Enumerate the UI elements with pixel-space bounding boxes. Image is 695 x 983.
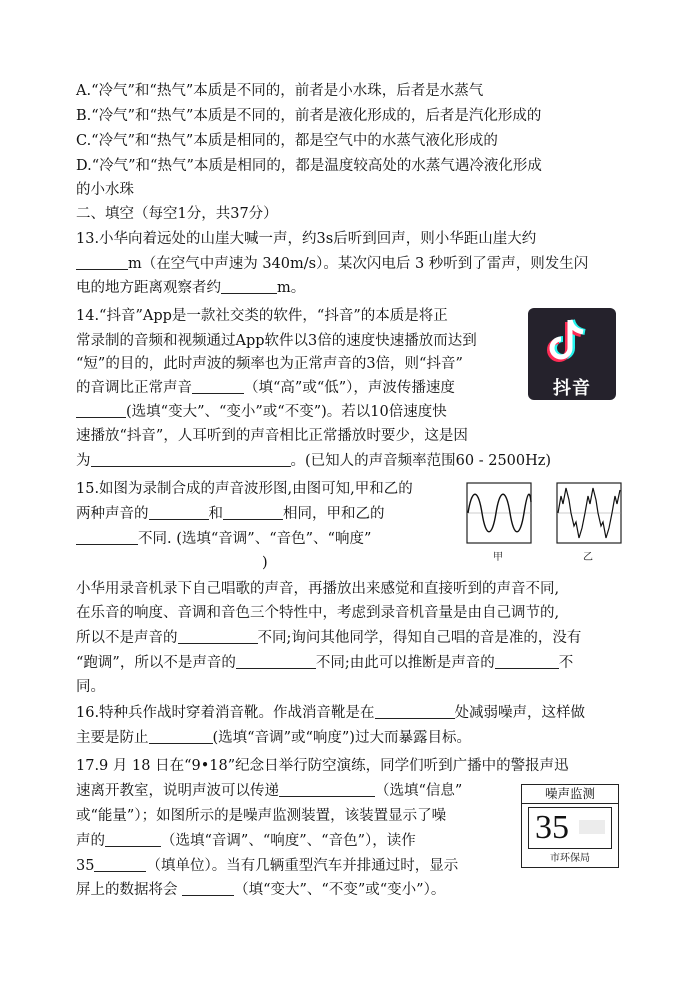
q15-para-line5: 同。 <box>76 679 105 695</box>
q15-line2: 两种声音的 和 相同，甲和乙的 <box>76 506 385 522</box>
caption-jia: 甲 <box>493 552 503 563</box>
logo-text: 抖音 <box>553 378 591 399</box>
q17-blank-4[interactable] <box>182 881 234 896</box>
q16-line1: 16.特种兵作战时穿着消音靴。作战消音靴是在 处减弱噪声，这样做 <box>76 705 586 721</box>
q14-line6: 速播放“抖音”，人耳听到的声音相比正常播放时要少，这是因 <box>76 428 468 444</box>
q14-blank-2[interactable] <box>76 403 126 418</box>
section-title: 二、填空（每空1分，共37分） <box>76 206 278 222</box>
q15-para-line1: 小华用录音机录下自己唱歌的声音，再播放出来感觉和直接听到的声音不同, <box>76 581 560 597</box>
q14-line4: 的音调比正常声音 （填“高”或“低”），声波传播速度 <box>76 380 455 396</box>
q15-line3: 不同. (选填“音调”、“音色”、“响度” <box>76 528 371 550</box>
q15-blank-5[interactable] <box>236 654 316 669</box>
q15-blank-4[interactable] <box>178 629 258 644</box>
q14-line1: 14.“抖音”App是一款社交类的软件，“抖音”的本质是将正 <box>76 308 448 324</box>
noise-monitor-display <box>528 807 612 849</box>
noise-monitor <box>521 784 619 868</box>
noise-monitor-value: 35 <box>535 809 569 846</box>
q17-line5: 35 （填单位）。当有几辆重型汽车并排通过时，显示 <box>76 858 459 874</box>
music-note-icon <box>528 308 616 370</box>
q15-blank-1[interactable] <box>149 505 209 520</box>
q17-line2: 速离开教室，说明声波可以传递 （选填“信息” <box>76 783 463 799</box>
q13-line3: 电的地方距离观察者约 m。 <box>76 280 306 296</box>
option-b: B.“冷气”和“热气”本质是不同的，前者是液化形成的，后者是汽化形成的 <box>76 108 542 124</box>
option-d-line2: 的小水珠 <box>76 182 134 198</box>
q14-line2: 常录制的音频和视频通过App软件以3倍的速度快速播放而达到 <box>76 333 477 349</box>
q13-line1: 13.小华向着远处的山崖大喊一声，约3s后听到回声，则小华距山崖大约 <box>76 231 537 247</box>
q13-blank-2[interactable] <box>221 279 277 294</box>
q15-blank-6[interactable] <box>495 654 559 669</box>
q17-blank-1[interactable] <box>279 782 375 797</box>
q15-para-line3: 所以不是声音的 不同;询问其他同学，得知自己唱的音是准的，没有 <box>76 630 582 646</box>
q15-blank-3[interactable] <box>76 530 138 545</box>
q15-para-line2: 在乐音的响度、音调和音色三个特性中，考虑到录音机音量是由自己调节的, <box>76 605 560 621</box>
q13-line2: m（在空气中声速为 340m/s）。某次闪电后 3 秒听到了雷声，则发生闪 <box>76 253 588 275</box>
option-c: C.“冷气”和“热气”本质是相同的，都是空气中的水蒸气液化形成的 <box>76 133 498 149</box>
waveform-jia <box>466 482 532 544</box>
q17-blank-2[interactable] <box>105 832 161 847</box>
q15-line4: ) <box>262 555 268 571</box>
q16-blank-2[interactable] <box>149 729 213 744</box>
waveform-yi <box>556 482 622 544</box>
noise-unit-placeholder <box>579 820 605 834</box>
noise-monitor-footer: 市环保局 <box>550 853 590 864</box>
q17-blank-3[interactable] <box>94 857 146 872</box>
douyin-logo <box>528 308 616 400</box>
noise-monitor-title: 噪声监测 <box>522 785 618 804</box>
q14-blank-3[interactable] <box>91 452 291 467</box>
q17-line3: 或“能量”）；如图所示的是噪声监测装置，该装置显示了噪 <box>76 808 447 824</box>
q17-line4: 声的 （选填“音调”、“响度”、“音色”），读作 <box>76 833 416 849</box>
q17-line1: 17.9 月 18 日在“9•18”纪念日举行防空演练，同学们听到广播中的警报声迅 <box>76 758 569 774</box>
q14-blank-1[interactable] <box>192 379 244 394</box>
q14-line5: (选填“变大”、“变小”或“不变”)。若以10倍速度快 <box>76 401 447 423</box>
option-d-line1: D.“冷气”和“热气”本质是相同的，都是温度较高处的水蒸气遇冷液化形成 <box>76 158 542 174</box>
q16-blank-1[interactable] <box>375 704 455 719</box>
q14-line3: “短”的目的，此时声波的频率也为正常声音的3倍，则“抖音” <box>76 356 463 372</box>
q15-blank-2[interactable] <box>223 505 283 520</box>
q16-line2: 主要是防止 (选填“音调”或“响度”)过大而暴露目标。 <box>76 730 471 746</box>
q15-line1: 15.如图为录制合成的声音波形图,由图可知,甲和乙的 <box>76 481 413 497</box>
q15-para-line4: “跑调”，所以不是声音的 不同;由此可以推断是声音的 不 <box>76 655 574 671</box>
option-a: A.“冷气”和“热气”本质是不同的，前者是小水珠，后者是水蒸气 <box>76 83 484 99</box>
q17-line6: 屏上的数据将会 （填“变大”、“不变”或“变小”）。 <box>76 882 446 898</box>
q14-line7: 为 。(已知人的声音频率范围60 - 2500Hz) <box>76 453 552 469</box>
caption-yi: 乙 <box>583 552 593 563</box>
q13-blank-1[interactable] <box>76 255 128 270</box>
